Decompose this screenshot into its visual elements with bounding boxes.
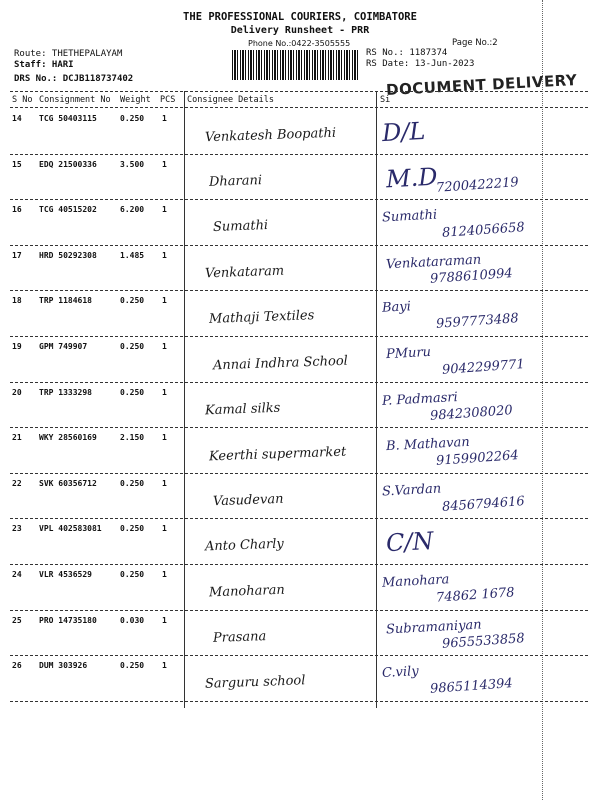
row-sno: 14 [12, 114, 22, 123]
row-consignment: EDQ 21500336 [39, 159, 97, 169]
row-weight: 1.485 [120, 250, 145, 260]
barcode [232, 50, 358, 80]
sheet-title: Delivery Runsheet - PRR [230, 25, 370, 36]
row-divider [10, 427, 588, 428]
row-weight: 0.250 [120, 296, 145, 306]
row-sno: 22 [12, 478, 22, 488]
row-consignment: WKY 28560169 [39, 433, 97, 443]
row-pcs: 1 [162, 296, 167, 306]
consignee-name: Venkatesh Boopathi [204, 125, 337, 146]
row-consignment: SVK 60356712 [39, 478, 97, 488]
phone-number: 9159902264 [435, 448, 520, 470]
row-weight: 3.500 [120, 159, 145, 169]
consignee-name: Kamal silks [204, 400, 281, 418]
consignee-name: Venkataram [204, 263, 285, 282]
row-divider [10, 473, 588, 474]
row-sno: 24 [12, 570, 22, 579]
consignee-name: Dharani [208, 172, 263, 190]
row-sno: 25 [12, 615, 22, 625]
page-number: Page No.:2 [452, 38, 498, 48]
phone-number: 9042299771 [441, 357, 526, 378]
row-pcs: 1 [162, 159, 167, 169]
signature: C/N [385, 527, 435, 558]
phone-number: 9655533858 [441, 630, 526, 652]
col-pcs: PCS [160, 95, 176, 105]
row-pcs: 1 [162, 250, 167, 260]
row-sno: 15 [12, 159, 22, 169]
row-pcs: 1 [162, 387, 167, 397]
signature: Sumathi [381, 207, 438, 226]
row-sno: 16 [12, 205, 22, 215]
col-signature: Si [380, 95, 391, 105]
drs-number: DRS No.: DCJB118737402 [14, 74, 134, 84]
phone-number: 8124056658 [441, 220, 526, 242]
row-consignment: TCG 50403115 [39, 114, 97, 123]
row-consignment: TCG 40515202 [39, 205, 97, 215]
consignee-name: Annai Indhra School [212, 353, 349, 374]
consignee-name: Mathaji Textiles [208, 308, 315, 328]
row-weight: 0.250 [120, 114, 145, 123]
row-weight: 0.250 [120, 342, 145, 351]
row-sno: 18 [12, 296, 22, 306]
row-divider [10, 245, 588, 246]
row-consignment: PRO 14735180 [39, 615, 97, 625]
phone-number: 9597773488 [435, 311, 520, 333]
phone-number: 9865114394 [429, 676, 514, 698]
company-title: THE PROFESSIONAL COURIERS, COIMBATORE [183, 11, 417, 23]
header-top-rule [10, 91, 588, 92]
row-divider [10, 336, 588, 337]
consignee-name: Vasudevan [212, 491, 284, 510]
consignee-name: Anto Charly [204, 537, 284, 555]
row-sno: 26 [12, 661, 22, 671]
row-divider [10, 564, 588, 565]
signature: C.vily [381, 664, 419, 682]
row-pcs: 1 [162, 478, 167, 488]
consignee-name: Sarguru school [204, 673, 306, 692]
phone-number: 9788610994 [429, 265, 514, 287]
col-weight: Weight [120, 95, 151, 105]
signature: P. Padmasri [381, 389, 459, 409]
signature-divider [376, 91, 377, 708]
signature: D/L [381, 116, 426, 148]
row-weight: 0.250 [120, 478, 145, 488]
signature: Subramaniyan [385, 617, 482, 638]
row-weight: 0.250 [120, 661, 145, 671]
row-consignment: TRP 1333298 [39, 387, 92, 397]
route-label: Route: THETHEPALAYAM [14, 49, 123, 59]
row-pcs: 1 [162, 524, 167, 534]
row-divider [10, 655, 588, 656]
consignee-name: Sumathi [212, 218, 269, 236]
row-pcs: 1 [162, 205, 167, 215]
signature: S.Vardan [381, 481, 442, 500]
col-consignee: Consignee Details [187, 95, 274, 105]
phone-number: 8456794616 [441, 493, 526, 515]
col-consignment: Consignment No [39, 95, 111, 105]
row-consignment: TRP 1184618 [39, 296, 92, 306]
row-sno: 21 [12, 433, 22, 443]
row-consignment: VLR 4536529 [39, 570, 92, 579]
col-sno: S No [12, 95, 33, 105]
row-consignment: DUM 303926 [39, 661, 88, 671]
row-pcs: 1 [162, 570, 167, 579]
row-divider [10, 290, 588, 291]
row-divider [10, 382, 588, 383]
row-weight: 6.200 [120, 205, 145, 215]
signature: Manohara [381, 572, 450, 591]
consignee-name: Manoharan [208, 582, 285, 601]
page-right-border [542, 0, 543, 800]
rs-number: RS No.: 1187374 [366, 48, 448, 58]
row-sno: 17 [12, 250, 22, 260]
phone-number: 74862 1678 [435, 585, 516, 606]
row-consignment: GPM 749907 [39, 342, 88, 351]
row-divider [10, 154, 588, 155]
row-weight: 2.150 [120, 433, 145, 443]
row-consignment: VPL 402583081 [39, 524, 102, 534]
row-consignment: HRD 50292308 [39, 250, 97, 260]
phone-number: 7200422219 [435, 174, 520, 196]
row-weight: 0.250 [120, 570, 145, 579]
signature: M.D [385, 162, 439, 193]
row-divider [10, 701, 588, 702]
document-delivery-stamp: DOCUMENT DELIVERY [385, 71, 578, 99]
row-pcs: 1 [162, 433, 167, 443]
consignee-divider [184, 91, 185, 708]
signature: PMuru [385, 344, 432, 363]
row-pcs: 1 [162, 615, 167, 625]
row-weight: 0.250 [120, 387, 145, 397]
row-divider [10, 199, 588, 200]
consignee-name: Prasana [212, 628, 267, 646]
row-divider [10, 610, 588, 611]
consignee-name: Keerthi supermarket [208, 444, 347, 465]
header-bottom-rule [10, 107, 588, 108]
signature: B. Mathavan [385, 435, 471, 455]
phone-number: 9842308020 [429, 402, 514, 424]
rs-date: RS Date: 13-Jun-2023 [366, 59, 475, 69]
row-pcs: 1 [162, 342, 167, 351]
row-pcs: 1 [162, 661, 167, 671]
signature: Venkataraman [385, 252, 482, 273]
row-sno: 20 [12, 387, 22, 397]
row-sno: 23 [12, 524, 22, 534]
row-weight: 0.250 [120, 524, 145, 534]
row-weight: 0.030 [120, 615, 145, 625]
row-divider [10, 518, 588, 519]
phone-number: Phone No.:0422-3505555 [248, 39, 351, 48]
row-pcs: 1 [162, 114, 167, 123]
signature: Bayi [381, 299, 412, 317]
row-sno: 19 [12, 342, 22, 351]
staff-label: Staff: HARI [14, 60, 74, 70]
